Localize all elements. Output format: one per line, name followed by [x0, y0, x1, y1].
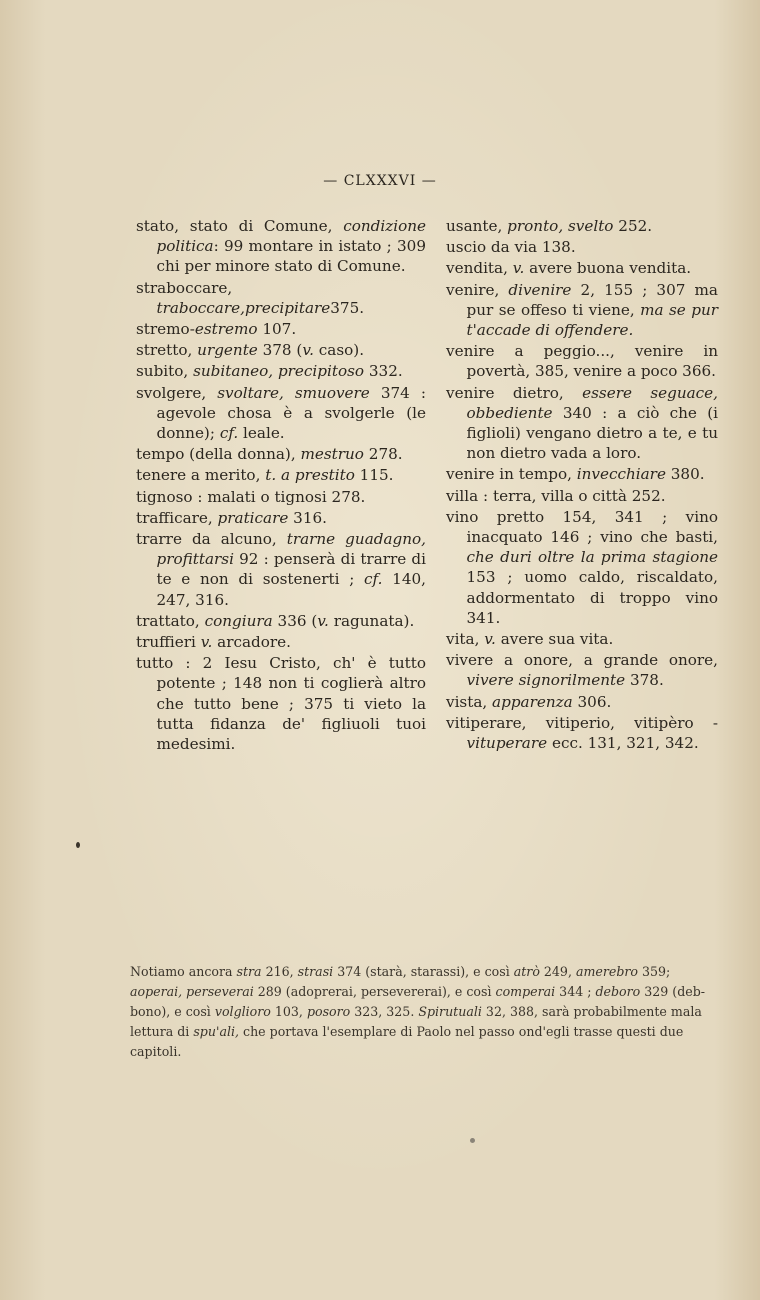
text-run: tutto : 2 Iesu Cristo, ch' è tutto potente ; 148 non ti coglierà altro che tutto bene ; 375 ti vieto la tutta fidanza de' figliuoli tuoi medesimi.: [136, 654, 426, 754]
glossary-column-left: [136, 216, 426, 755]
text-run: stremo-: [136, 320, 195, 339]
text-run: 374 (starà, starassi), e così: [333, 964, 514, 979]
italic-text: che duri oltre la prima stagione: [466, 548, 718, 567]
text-run: 249,: [539, 964, 576, 979]
text-run: venire a peggio..., venire in povertà, 385, venire a poco 366.: [446, 342, 718, 381]
italic-text: vivere signorilmente: [466, 671, 626, 690]
glossary-entry: [446, 280, 718, 341]
text-run: ecc. 131, 321, 342.: [547, 734, 699, 753]
text-run: trafficare,: [136, 508, 218, 527]
text-run: avere buona vendita.: [524, 259, 692, 278]
italic-text: Spirutuali: [418, 1004, 482, 1019]
text-run: vino pretto 154, 341 ; vino inacquato 146 ; vino che basti,: [446, 507, 718, 547]
text-run: 103,: [270, 1004, 307, 1019]
footnote-line: [130, 1042, 710, 1062]
italic-text: urgente: [197, 341, 258, 360]
glossary-entry: [446, 650, 718, 690]
text-run: 252.: [613, 217, 653, 235]
footnote-line: [130, 962, 710, 982]
text-run: 32, 388, sarà probabilmente mala: [481, 1004, 702, 1019]
italic-text: traboccare,precipitare: [156, 298, 331, 317]
text-run: caso).: [313, 341, 365, 360]
text-run: 115.: [354, 466, 394, 485]
text-run: 107.: [257, 320, 297, 339]
italic-text: divenire: [508, 280, 572, 299]
glossary-entry: [446, 341, 718, 381]
text-run: 278.: [363, 445, 403, 464]
italic-text: v.: [317, 611, 329, 630]
glossary-entry: [446, 237, 718, 257]
footnote: [130, 962, 710, 1062]
italic-text: vituperare: [466, 734, 548, 753]
text-run: usante,: [446, 217, 508, 235]
text-run: villa : terra, villa o città 252.: [446, 486, 666, 505]
glossary-entry: [446, 507, 718, 628]
footnote-line: [130, 982, 710, 1002]
text-run: trarre da alcuno,: [136, 530, 287, 549]
italic-text: v.: [200, 633, 213, 652]
italic-text: essere seguace, obbediente: [466, 383, 718, 422]
text-run: 378.: [625, 671, 664, 690]
text-run: 329 (deb-: [640, 984, 706, 999]
glossary-entry: [136, 340, 426, 360]
text-run: 374 : agevole chosa è a svolgerle (le donne);: [156, 383, 426, 443]
italic-text: ma se pur t'accade di offendere.: [466, 300, 718, 340]
glossary-entry: [136, 653, 426, 754]
text-run: arcadore.: [212, 633, 291, 652]
italic-text: stra: [236, 964, 262, 979]
glossary-entry: [136, 611, 426, 631]
glossary-entry: [136, 216, 426, 277]
text-run: leale.: [238, 424, 285, 443]
glossary-column-right: [446, 216, 718, 754]
glossary-entry: [136, 529, 426, 610]
text-run: 2, 155 ; 307 ma pur se offeso ti viene,: [466, 280, 718, 319]
glossary-entry: [446, 464, 718, 484]
glossary-entry: [136, 319, 426, 339]
text-run: lettura di: [130, 1024, 194, 1039]
ink-mark: [470, 1138, 475, 1143]
italic-text: t. a prestito: [265, 466, 355, 485]
italic-text: posoro: [306, 1004, 351, 1019]
italic-text: comperai: [495, 984, 556, 999]
text-run: uscio da via 138.: [446, 238, 576, 257]
text-run: 140, 247, 316.: [156, 570, 426, 609]
text-run: 92 : penserà di trarre di te e non di sostenerti ;: [156, 550, 426, 589]
text-run: che portava l'esemplare di Paolo nel passo ond'egli trasse questi due: [239, 1024, 684, 1039]
text-run: 378 (: [257, 341, 303, 360]
text-run: venire in tempo,: [446, 465, 577, 484]
italic-text: invecchiare: [576, 465, 666, 484]
glossary-entry: [136, 383, 426, 444]
text-run: 316.: [288, 508, 327, 527]
italic-text: pronto, svelto: [507, 217, 614, 235]
glossary-entry: [136, 278, 426, 318]
text-run: 216,: [261, 964, 298, 979]
text-run: vista,: [446, 692, 493, 711]
text-run: capitoli.: [130, 1044, 182, 1059]
text-run: trattato,: [136, 611, 205, 630]
text-run: subito,: [136, 362, 194, 381]
glossary-entry: [136, 361, 426, 381]
italic-text: v.: [484, 630, 496, 649]
text-run: 336 (: [272, 611, 318, 630]
text-run: 332.: [364, 362, 403, 381]
glossary-entry: [446, 629, 718, 649]
glossary-entry: [446, 216, 718, 236]
text-run: 323, 325.: [350, 1004, 419, 1019]
glossary-entry: [136, 487, 426, 507]
italic-text: amerebro: [575, 964, 639, 979]
glossary-entry: [136, 508, 426, 528]
glossary-entry: [136, 632, 426, 652]
text-run: venire dietro,: [446, 383, 583, 402]
text-run: 375.: [330, 298, 365, 317]
italic-text: deboro: [595, 984, 641, 999]
glossary-entry: [446, 713, 718, 753]
text-run: vendita,: [446, 259, 513, 278]
text-run: vivere a onore, a grande onore,: [446, 651, 718, 670]
glossary-entry: [136, 465, 426, 485]
italic-text: v.: [302, 341, 314, 360]
text-run: 153 ; uomo caldo, riscaldato, addormentato di troppo vino 341.: [466, 568, 718, 627]
footnote-line: [130, 1022, 710, 1042]
text-run: avere sua vita.: [495, 630, 614, 649]
text-run: 340 : a ciò che (i figlioli) vengano dietro a te, e tu non dietro vada a loro.: [466, 403, 718, 463]
text-run: bono), e così: [130, 1004, 215, 1019]
text-run: straboccare,: [136, 278, 233, 297]
text-run: svolgere,: [136, 383, 218, 402]
italic-text: estremo: [194, 320, 258, 339]
glossary-entry: [446, 383, 718, 464]
text-run: ragunata).: [328, 611, 415, 630]
italic-text: spu'ali,: [193, 1024, 240, 1039]
glossary-entry: [446, 486, 718, 506]
text-run: truffieri: [136, 633, 201, 652]
glossary-entry: [446, 692, 718, 712]
italic-text: cf.: [219, 424, 239, 443]
italic-text: volglioro: [214, 1004, 271, 1019]
text-run: venire,: [446, 280, 509, 299]
italic-text: mestruo: [300, 445, 364, 464]
italic-text: v.: [512, 259, 525, 278]
glossary-entry: [446, 258, 718, 278]
italic-text: praticare: [217, 508, 289, 527]
text-run: 306.: [572, 692, 612, 711]
text-run: tempo (della donna),: [136, 445, 301, 464]
text-run: 289 (adoprerai, persevererai), e così: [253, 984, 496, 999]
text-run: stretto,: [136, 341, 198, 360]
text-run: tenere a merito,: [136, 466, 266, 485]
italic-text: condizione politica: [156, 217, 426, 256]
ink-mark: [76, 842, 80, 848]
text-run: 344 ;: [555, 984, 596, 999]
italic-text: congiura: [204, 611, 273, 630]
text-run: 380.: [665, 465, 705, 484]
text-run: : 99 montare in istato ; 309 chi per minore stato di Comune.: [156, 237, 426, 276]
text-run: 359;: [638, 964, 671, 979]
italic-text: trarne guadagno, profittarsi: [156, 530, 426, 569]
italic-text: atrò: [513, 964, 540, 979]
text-run: vita,: [446, 630, 485, 649]
italic-text: strasi: [297, 964, 334, 979]
italic-text: apparenza: [492, 692, 573, 711]
italic-text: subitaneo, precipitoso: [193, 362, 365, 381]
text-run: tignoso : malati o tignosi 278.: [136, 487, 366, 506]
italic-text: aoperai, perseverai: [130, 984, 254, 999]
italic-text: svoltare, smuovere: [217, 383, 370, 402]
text-run: vitiperare, vitiperio, vitipèro -: [446, 713, 718, 732]
text-run: stato, stato di Comune,: [136, 217, 344, 235]
italic-text: cf.: [364, 570, 383, 589]
text-run: Notiamo ancora: [130, 964, 237, 979]
footnote-line: [130, 1002, 710, 1022]
glossary-entry: [136, 444, 426, 464]
page-header: — CLXXXVI —: [323, 173, 437, 189]
